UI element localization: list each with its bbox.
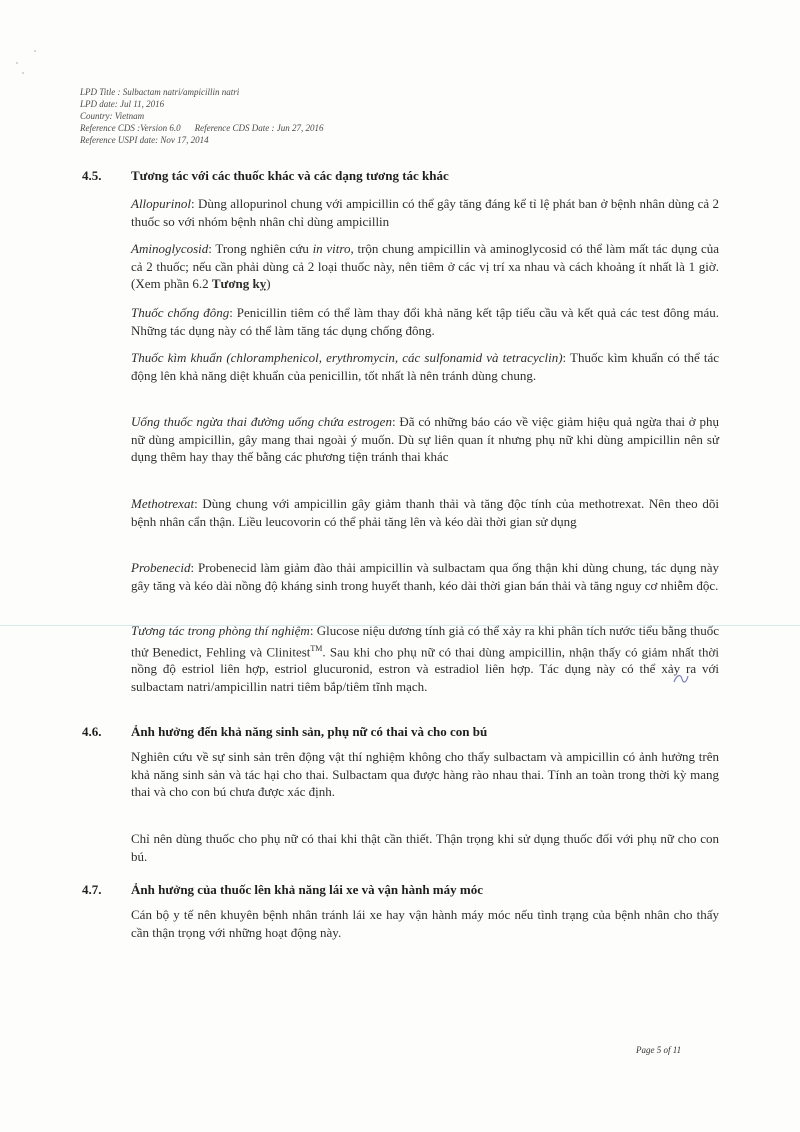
reference-cds-date: Reference CDS Date : Jun 27, 2016 [194,123,324,133]
reference-cds [80,122,500,134]
paragraph-methotrexat [131,495,719,530]
paragraph-aminoglycosid [131,240,719,293]
scan-speck [34,50,36,52]
paragraph-lead: Thuốc kìm khuẩn (chloramphenicol, erythromycin, các sulfonamid và tetracyclin) [131,350,563,365]
paragraph-driving: Cán bộ y tế nên khuyên bệnh nhân tránh lái xe hay vận hành máy móc nếu tình trạng của bệnh nhân cho thấy cần thận trọng với những hoạt động này. [131,907,719,940]
paragraph-lead: Thuốc chống đông [131,305,230,320]
cross-reference: Tương kỵ [211,276,267,291]
pen-mark-icon [672,672,690,686]
document-metadata [80,86,500,146]
country: Country: Vietnam [80,111,145,121]
paragraph-text: ) [266,276,271,291]
paragraph-lab-interactions [131,622,719,695]
paragraph-italic: in vitro [312,241,351,256]
paragraph-text: : Probenecid làm giảm đào thải ampicillin và sulbactam qua ống thận khi dùng chung, tác dụng này gây tăng và kéo dài nồng độ kháng sinh trong huyết thanh, kéo dài thời gian bán thải và tăng nguy cơ nhiễm độc. [131,560,719,593]
section-title: Ảnh hưởng của thuốc lên khả năng lái xe và vận hành máy móc [131,882,483,897]
lpd-date: LPD date: Jul 11, 2016 [80,99,165,109]
paragraph-text: : Thuốc kìm khuẩn có thể tác động lên khả năng diệt khuẩn của penicillin, tốt nhất là nên tránh dùng chung. [131,350,719,383]
section-number: 4.5. [82,168,102,183]
paragraph-lead: Aminoglycosid [131,241,209,256]
paragraph-lead: Probenecid [131,560,191,575]
paragraph-text: : Penicillin tiêm có thể làm thay đổi khả năng kết tập tiểu cầu và kết quả các test đông máu. Những tác dụng này có thể làm tăng tác dụng chống đông. [131,305,719,338]
paragraph-lead: Allopurinol [131,196,191,211]
section-title: Tương tác với các thuốc khác và các dạng tương tác khác [131,168,449,183]
trademark-superscript: TM [310,643,323,653]
paragraph-text: : Đã có những báo cáo về việc giảm hiệu quả ngừa thai ở phụ nữ dùng ampicillin, gây mang thai ngoài ý muốn. Dù sự liên quan ít nhưng phụ nữ khi dùng ampicillin nên sử dụng thêm hay thay thế bằng các phương tiện tránh thai khác [131,414,719,464]
section-title: Ảnh hưởng đến khả năng sinh sản, phụ nữ có thai và cho con bú [131,724,488,739]
paragraph-probenecid [131,559,719,594]
paragraph-text: : Dùng chung với ampicillin gây giảm thanh thải và tăng độc tính của methotrexat. Nên theo dõi bệnh nhân cẩn thận. Liều leucovorin có thể phải tăng lên và kéo dài thời gian sử dụng [131,496,719,529]
paragraph-text: . Sau khi cho phụ nữ có thai dùng ampicillin, nhận thấy có giảm nhất thời nồng độ estriol liên hợp, estriol glucuronid, estron và estradiol liên hợp. Tác dụng này có thể xảy ra với sulbactam natri/ampicillin natri tiêm bắp/tiêm tĩnh mạch. [131,643,719,694]
paragraph-oral-contraceptives [131,413,719,466]
paragraph-text: : Trong nghiên cứu [208,241,313,256]
scan-speck [22,72,24,74]
paragraph-lead: Methotrexat [131,496,195,511]
page-number: Page 5 of 11 [636,1045,682,1055]
paragraph-lead: Tương tác trong phòng thí nghiệm [131,623,310,638]
paragraph-bacteriostatics [131,349,719,384]
paragraph-reproduction-study: Nghiên cứu về sự sinh sản trên động vật thí nghiệm không cho thấy sulbactam và ampicillin có ảnh hưởng trên khả năng sinh sản và tác hại cho thai. Sulbactam qua được hàng rào nhau thai. Tính an toàn trong thời kỳ mang thai và cho con bú chưa được xác định. [131,749,719,799]
reference-uspi-date: Reference USPI date: Nov 17, 2014 [80,135,209,145]
scan-speck [16,62,18,64]
paragraph-anticoagulants [131,304,719,339]
paragraph-text: , trộn chung ampicillin và aminoglycosid có thể làm mất tác dụng của cả 2 thuốc; nếu cần phải dùng cả 2 loại thuốc này, nên tiêm ở các vị trí xa nhau và cách khoảng ít nhất là 1 giờ. (Xem phần 6.2 [131,241,720,291]
lpd-title: LPD Title : Sulbactam natri/ampicillin natri [80,87,240,97]
paragraph-allopurinol [131,195,719,230]
paragraph-text: : Glucose niệu dương tính giả có thể xảy ra khi phân tích nước tiểu bằng thuốc thử Benedict, Fehling và Clinitest [131,623,719,659]
section-number: 4.6. [82,724,102,739]
paragraph-pregnancy-caution: Chỉ nên dùng thuốc cho phụ nữ có thai khi thật cần thiết. Thận trọng khi sử dụng thuốc đối với phụ nữ cho con bú. [131,831,719,864]
section-number: 4.7. [82,882,102,897]
paragraph-text: : Dùng allopurinol chung với ampicillin có thể gây tăng đáng kể tỉ lệ phát ban ở bệnh nhân dùng cả 2 thuốc so với nhóm bệnh nhân chỉ dùng ampicillin [131,196,719,229]
reference-cds-version: Reference CDS :Version 6.0 [80,123,181,133]
paragraph-lead: Uống thuốc ngừa thai đường uống chứa estrogen [131,414,392,429]
